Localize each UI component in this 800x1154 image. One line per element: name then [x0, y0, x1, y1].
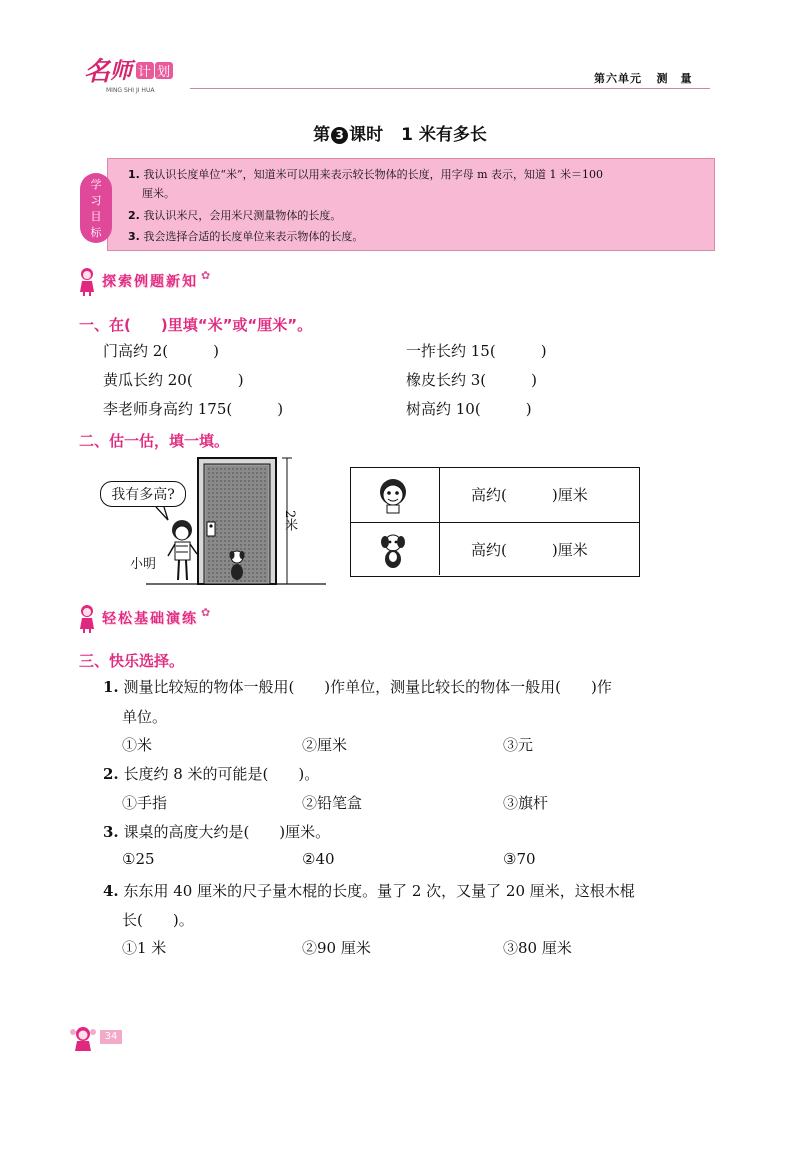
goal-number: 2.: [128, 209, 140, 222]
question-text-continued: 单位。: [122, 708, 168, 726]
question-4: [103, 880, 635, 901]
option-b: ②厘米: [302, 736, 348, 754]
part1-item: 李老师身高约 175( ): [103, 400, 284, 418]
part1-item: 树高约 10( ): [406, 400, 532, 418]
question-number: 4.: [103, 882, 119, 900]
unit-label: 第六单元: [594, 72, 642, 85]
part1-item: 橡皮长约 3( ): [406, 371, 538, 389]
cartoon-girl-icon: [76, 603, 98, 633]
svg-text:计: 计: [138, 65, 152, 80]
goal-item-continued: [142, 185, 175, 203]
option-b: ②40: [302, 850, 335, 868]
section-banner-explore: [76, 266, 210, 296]
part1-item: 门高约 2( ): [103, 342, 220, 360]
flower-icon: ✿: [201, 268, 211, 282]
part1-item: 黄瓜长约 20( ): [103, 371, 244, 389]
goal-text: 厘米。: [142, 187, 175, 200]
title-suffix: 课时: [349, 125, 384, 145]
page-number: 34: [100, 1030, 122, 1044]
svg-text:名: 名: [84, 57, 111, 87]
goal-number: 3.: [128, 230, 140, 243]
door-height-label: 2米: [282, 510, 297, 532]
header-rule: [190, 88, 710, 89]
height-cell-text: 高约( )厘米: [471, 486, 588, 504]
option-b: ②90 厘米: [302, 939, 371, 957]
learning-goals-tag: [80, 173, 112, 243]
question-text: 课桌的高度大约是( )厘米。: [123, 823, 331, 841]
option-a: ①米: [122, 736, 153, 754]
option-a: ①手指: [122, 794, 168, 812]
goals-tag-char: 目: [90, 210, 102, 223]
goal-text: 我认识米尺，会用米尺测量物体的长度。: [143, 209, 342, 222]
part1-heading: 一、在( )里填“米”或“厘米”。: [79, 316, 313, 334]
goal-item: [128, 166, 603, 184]
question-text: 测量比较短的物体一般用( )作单位，测量比较长的物体一般用( )作: [123, 678, 612, 696]
question-number: 1.: [103, 678, 119, 696]
boy-face-icon: [373, 474, 413, 514]
banner-label: 轻松基础演练: [102, 611, 198, 627]
height-cell-text: 高约( )厘米: [471, 541, 588, 559]
goal-text: 我认识长度单位“米”，知道米可以用来表示较长物体的长度，用字母 m 表示，知道 1 米＝100: [143, 168, 603, 181]
option-a: ①1 米: [122, 939, 167, 957]
lesson-number: 3: [331, 127, 348, 144]
speech-bubble: 我有多高?: [100, 481, 186, 507]
option-c: ③元: [503, 736, 534, 754]
table-row: [351, 522, 639, 576]
option-c: ③旗杆: [503, 794, 549, 812]
question-text-continued: 长( )。: [122, 911, 194, 929]
goals-tag-char: 标: [90, 226, 102, 239]
unit-header: [594, 70, 693, 86]
svg-text:MING SHI JI HUA: MING SHI JI HUA: [106, 87, 155, 94]
part1-item: 一拃长约 15( ): [406, 342, 547, 360]
banner-label: 探索例题新知: [102, 274, 198, 290]
table-row: [351, 468, 639, 521]
goal-item: [128, 228, 363, 246]
question-text: 长度约 8 米的可能是( )。: [123, 765, 320, 783]
section-banner-practice: [76, 603, 210, 633]
option-a: ①25: [122, 850, 155, 868]
svg-text:师: 师: [110, 58, 133, 84]
footer-mascot-icon: [68, 1024, 98, 1052]
question-number: 3.: [103, 823, 119, 841]
question-1: [103, 676, 612, 697]
goal-item: [128, 207, 341, 225]
option-c: ③70: [503, 850, 536, 868]
goals-tag-char: 习: [90, 194, 102, 207]
title-name: 1 米有多长: [401, 125, 487, 145]
option-b: ②铅笔盒: [302, 794, 363, 812]
question-3: [103, 821, 330, 842]
question-2: [103, 763, 319, 784]
svg-text:划: 划: [157, 65, 171, 80]
lesson-title: [0, 120, 800, 145]
part2-heading: 二、估一估，填一填。: [79, 432, 230, 450]
goal-number: 1.: [128, 168, 140, 181]
option-c: ③80 厘米: [503, 939, 572, 957]
goal-text: 我会选择合适的长度单位来表示物体的长度。: [143, 230, 364, 243]
goals-tag-char: 学: [90, 178, 102, 191]
height-estimate-table: [350, 467, 640, 577]
cartoon-girl-icon: [76, 266, 98, 296]
person-label: 小明: [130, 557, 157, 572]
part3-heading: 三、快乐选择。: [79, 652, 185, 670]
title-prefix: 第: [313, 125, 331, 145]
dog-icon: [373, 529, 413, 569]
brand-logo: [82, 50, 192, 98]
flower-icon: ✿: [201, 605, 211, 619]
unit-topic: 测 量: [656, 72, 693, 85]
question-text: 东东用 40 厘米的尺子量木棍的长度。量了 2 次，又量了 20 厘米，这根木棍: [123, 882, 635, 900]
question-number: 2.: [103, 765, 119, 783]
